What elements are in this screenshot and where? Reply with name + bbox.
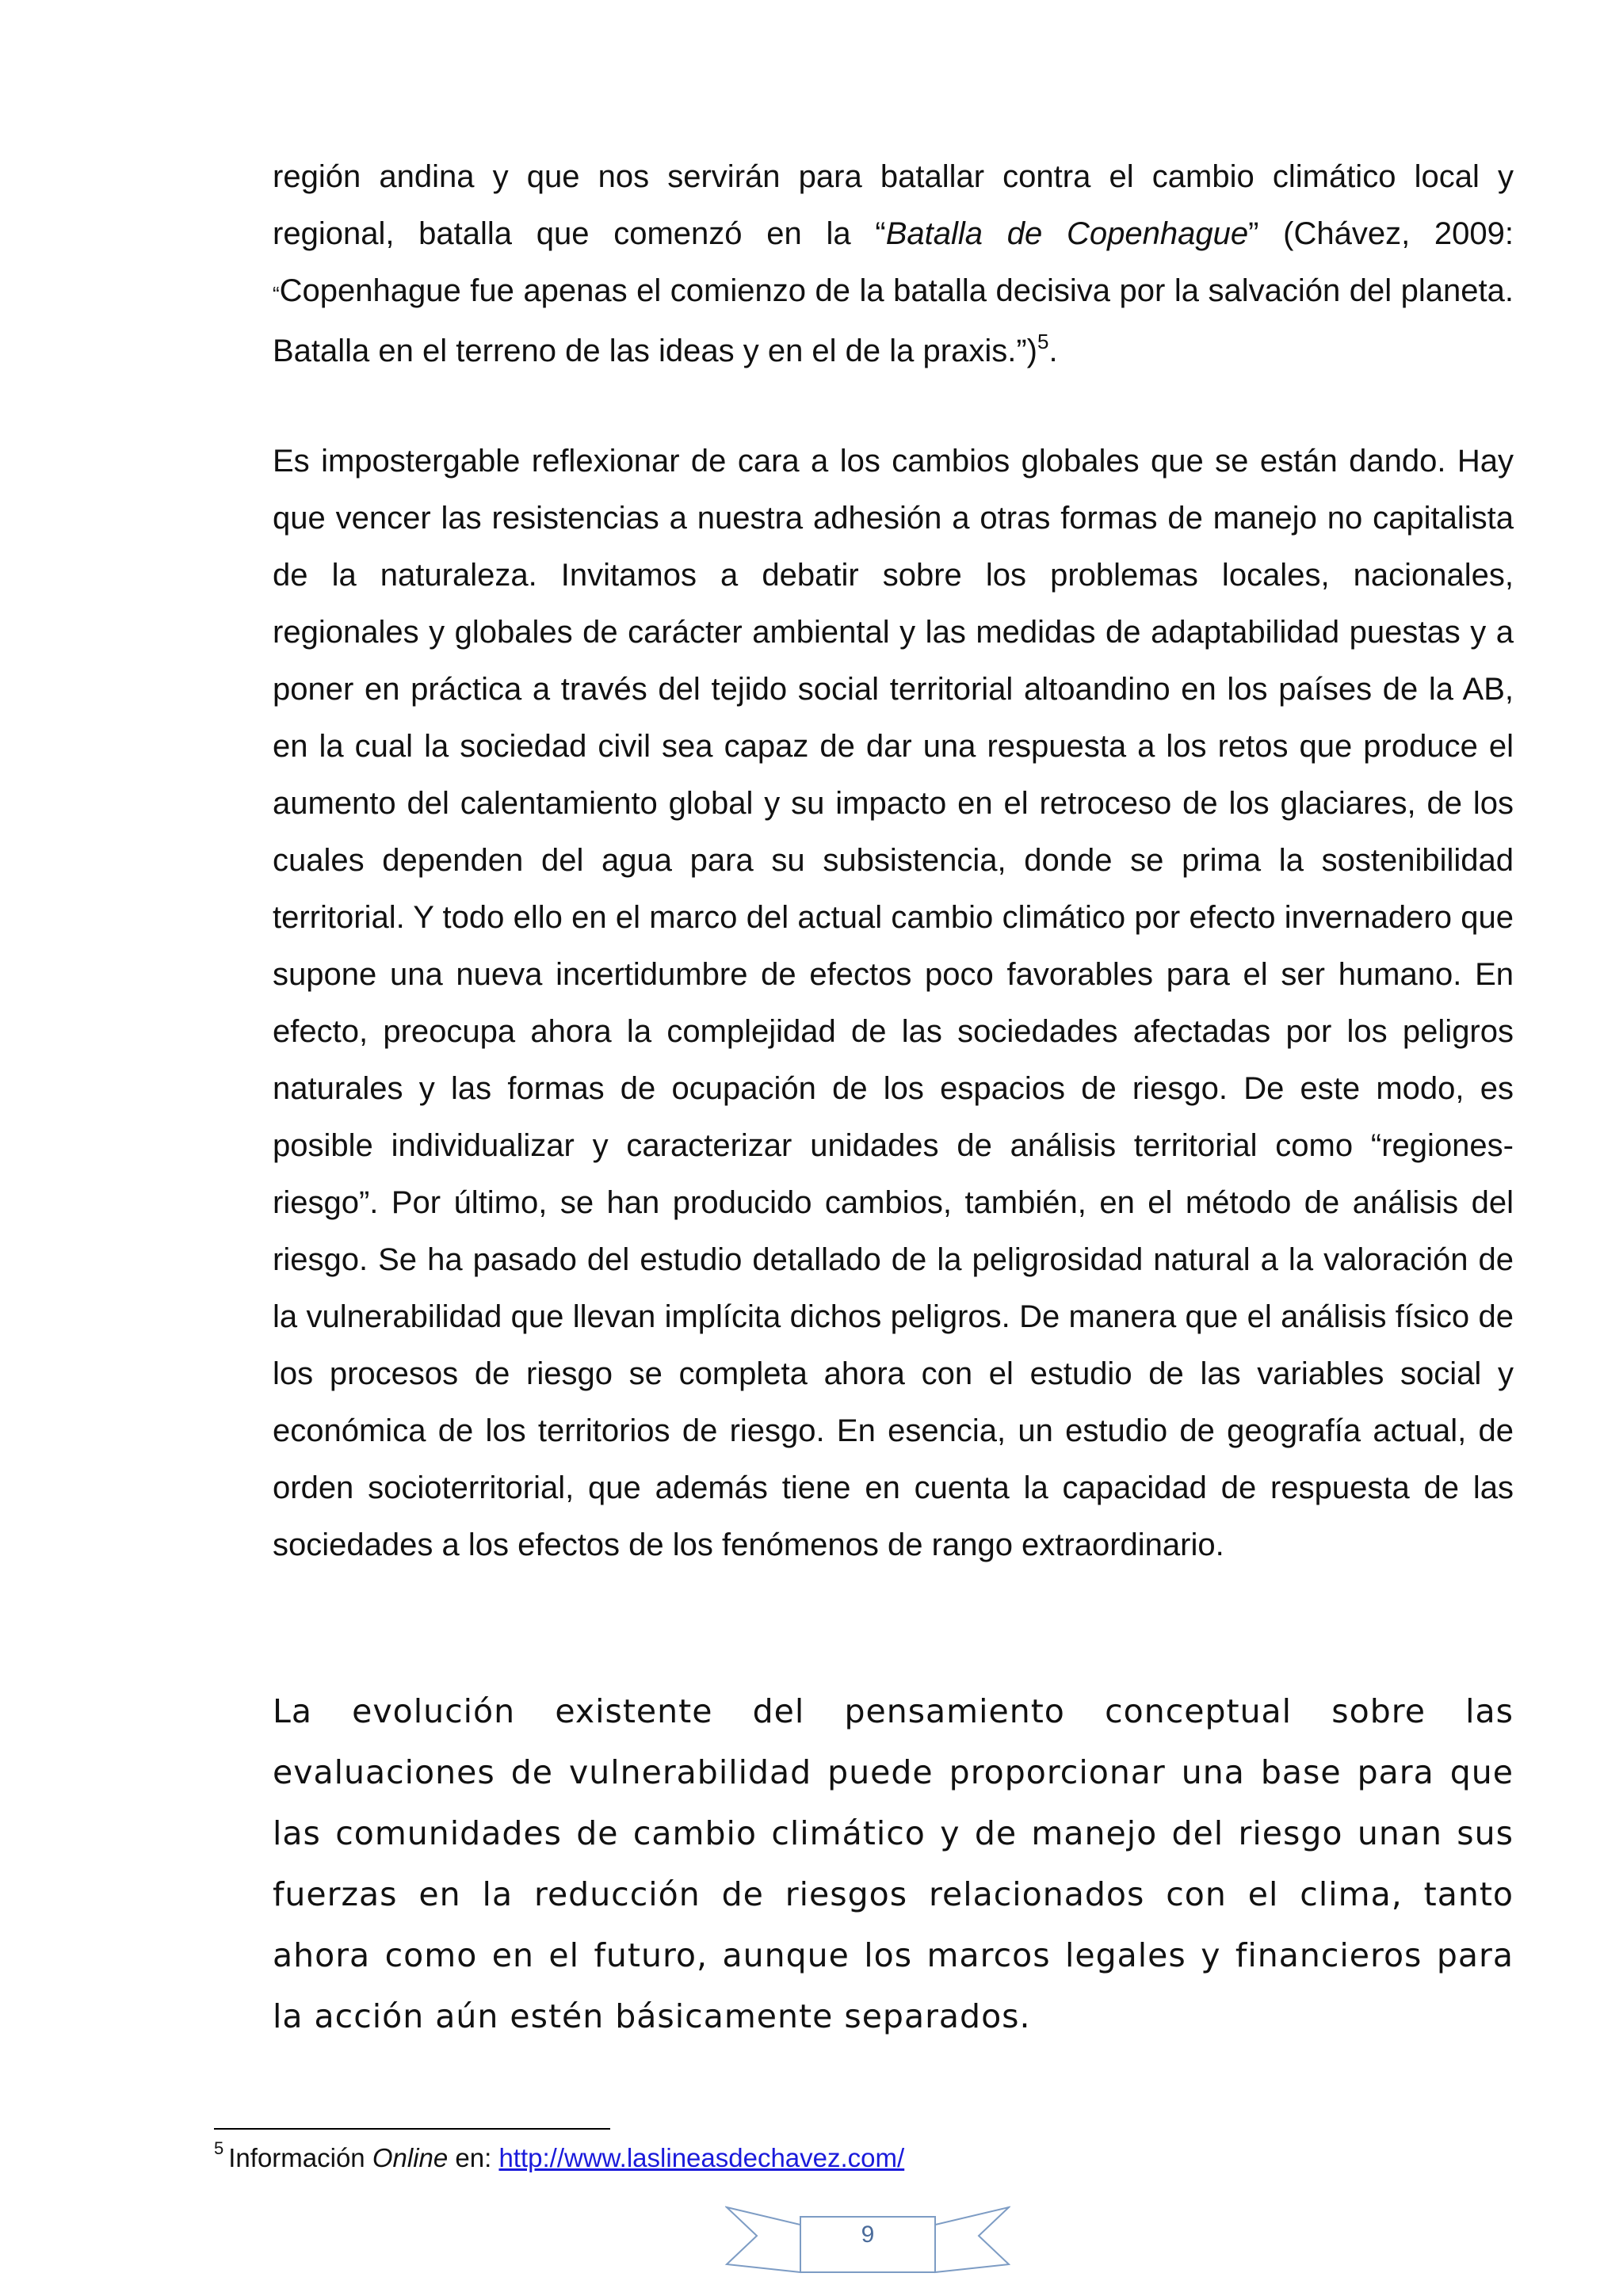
footnote-separator: [214, 2128, 610, 2130]
paragraph-1-text-c: Copenhague fue apenas el comienzo de la batalla decisiva por la salvación del planeta. Batalla en el terreno de las ideas y en el de la praxis.”): [273, 273, 1514, 368]
footnote-middle: en:: [448, 2143, 499, 2172]
page-number: 9: [861, 2222, 875, 2248]
paragraph-1-small-quote: “: [273, 282, 280, 306]
footnote-prefix: Información: [228, 2143, 372, 2172]
paragraph-2: Es impostergable reflexionar de cara a los cambios globales que se están dando. Hay que vencer las resistencias a nuestra adhesión a otras formas de manejo no capitalista de la naturaleza. Invitamos a debatir sobre los problemas locales, nacionales, regionales y globales de carácter ambiental y las medidas de adaptabilidad puestas y a poner en práctica a través del tejido social territorial altoandino en los países de la AB, en la cual la sociedad civil sea capaz de dar una respuesta a los retos que produce el aumento del calentamiento global y su impacto en el retroceso de los glaciares, de los cuales dependen del agua para su subsistencia, donde se prima la sostenibilidad territorial. Y todo ello en el marco del actual cambio climático por efecto invernadero que supone una nueva incertidumbre de efectos poco favorables para el ser humano. En efecto, preocupa ahora la complejidad de las sociedades afectadas por los peligros naturales y las formas de ocupación de los espacios de riesgo. De este modo, es posible individualizar y caracterizar unidades de análisis territorial como “regiones-riesgo”. Por último, se han producido cambios, también, en el método de análisis del riesgo. Se ha pasado del estudio detallado de la peligrosidad natural a la valoración de la vulnerabilidad que llevan implícita dichos peligros. De manera que el análisis físico de los procesos de riesgo se completa ahora con el estudio de las variables social y económica de los territorios de riesgo. En esencia, un estudio de geografía actual, de orden socioterritorial, que además tiene en cuenta la capacidad de respuesta de las sociedades a los efectos de los fenómenos de rango extraordinario.: [273, 444, 1514, 1562]
footnote-link[interactable]: http://www.laslineasdechavez.com/: [498, 2143, 905, 2172]
footnote: [214, 2139, 1323, 2177]
footnote-reference-5[interactable]: 5: [1037, 330, 1049, 353]
paragraph-1-italic-title: Batalla de Copenhague: [885, 216, 1249, 251]
paragraph-3: La evolución existente del pensamiento conceptual sobre las evaluaciones de vulnerabilidad puede proporcionar una base para que las comunidades de cambio climático y de manejo del riesgo unan sus fuerzas en la reducción de riesgos relacionados con el clima, tanto ahora como en el futuro, aunque los marcos legales y financieros para la acción aún estén básicamente separados.: [273, 1692, 1514, 2035]
footnote-number: 5: [214, 2138, 224, 2158]
footnote-italic: Online: [372, 2143, 449, 2172]
paragraph-1-text-d: .: [1048, 334, 1058, 368]
page-number-ribbon: [725, 2199, 1010, 2279]
paragraph-1-text-b: ” (Chávez, 2009:: [1248, 216, 1514, 251]
paragraph-1-text-a: región andina y que nos servirán para batallar contra el cambio climático local y regional, batalla que comenzó en la “: [273, 159, 1514, 251]
paragraph-1: [273, 148, 1514, 379]
